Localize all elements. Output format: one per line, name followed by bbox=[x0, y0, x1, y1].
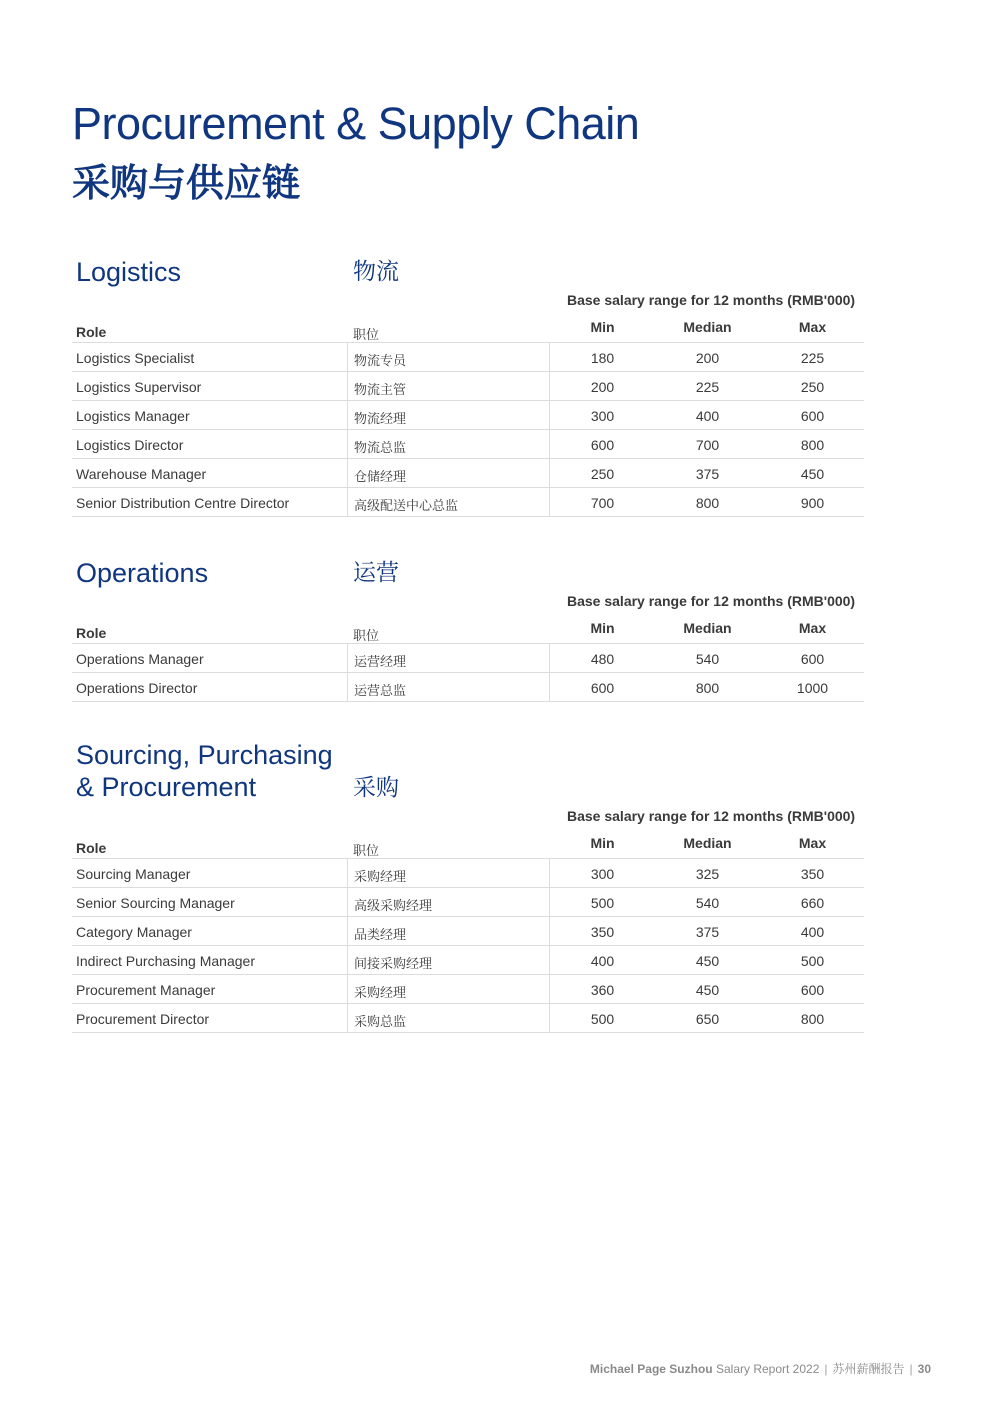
salary-max: 500 bbox=[800, 953, 825, 969]
role-name: Logistics Director bbox=[76, 437, 184, 453]
table-row bbox=[72, 673, 864, 702]
salary-max: 900 bbox=[800, 495, 825, 511]
role-name: Operations Director bbox=[76, 680, 198, 696]
table-row bbox=[72, 1004, 864, 1033]
table-row bbox=[72, 859, 864, 888]
role-name-chinese: 高级配送中心总监 bbox=[354, 499, 459, 514]
table-row bbox=[72, 917, 864, 946]
role-name: Logistics Supervisor bbox=[76, 379, 202, 395]
table-body bbox=[72, 343, 864, 517]
salary-max: 225 bbox=[800, 350, 825, 366]
header-median: Median bbox=[683, 835, 732, 851]
section-title-chinese: 运营 bbox=[353, 560, 399, 586]
role-name: Sourcing Manager bbox=[76, 866, 191, 882]
page-footer bbox=[590, 1360, 931, 1377]
header-role-chinese: 职位 bbox=[353, 629, 380, 644]
salary-median: 200 bbox=[695, 350, 720, 366]
salary-max: 600 bbox=[800, 408, 825, 424]
role-name-chinese: 采购经理 bbox=[354, 986, 407, 1001]
table-header bbox=[72, 613, 864, 644]
salary-median: 800 bbox=[695, 680, 720, 696]
header-role: Role bbox=[76, 625, 107, 641]
salary-median: 325 bbox=[695, 866, 720, 882]
role-cn-cell bbox=[347, 1004, 550, 1032]
salary-max: 800 bbox=[800, 1011, 825, 1027]
role-name: Procurement Manager bbox=[76, 982, 216, 998]
salary-min: 350 bbox=[590, 924, 615, 940]
salary-median: 540 bbox=[695, 895, 720, 911]
footer-separator: | bbox=[909, 1362, 913, 1376]
footer-brand: Michael Page Suzhou bbox=[589, 1362, 713, 1376]
role-cn-cell bbox=[347, 917, 550, 945]
header-role-chinese: 职位 bbox=[353, 328, 380, 343]
salary-median: 400 bbox=[695, 408, 720, 424]
table-row bbox=[72, 401, 864, 430]
footer-separator: | bbox=[824, 1362, 828, 1376]
role-cn-cell bbox=[347, 372, 550, 400]
salary-max: 350 bbox=[800, 866, 825, 882]
table-row bbox=[72, 888, 864, 917]
table-row bbox=[72, 372, 864, 401]
table-row bbox=[72, 343, 864, 372]
salary-max: 250 bbox=[800, 379, 825, 395]
salary-min: 180 bbox=[590, 350, 615, 366]
role-name-chinese: 物流主管 bbox=[354, 383, 407, 398]
header-median: Median bbox=[683, 620, 732, 636]
role-name: Warehouse Manager bbox=[76, 466, 207, 482]
salary-median: 375 bbox=[695, 924, 720, 940]
role-name: Logistics Manager bbox=[76, 408, 190, 424]
header-role-chinese: 职位 bbox=[353, 844, 380, 859]
role-name-chinese: 采购总监 bbox=[354, 1015, 407, 1030]
section-title-line-2: & Procurement bbox=[76, 772, 257, 802]
role-cn-cell bbox=[347, 644, 550, 672]
table-row bbox=[72, 644, 864, 673]
role-cn-cell bbox=[347, 459, 550, 487]
role-name-chinese: 仓储经理 bbox=[354, 470, 407, 485]
section-title: Operations bbox=[76, 558, 209, 588]
role-name-chinese: 品类经理 bbox=[354, 928, 407, 943]
role-name-chinese: 物流经理 bbox=[354, 412, 407, 427]
role-cn-cell bbox=[347, 859, 550, 887]
role-cn-cell bbox=[347, 946, 550, 974]
page-title-chinese: 采购与供应链 bbox=[72, 161, 301, 205]
role-cn-cell bbox=[347, 975, 550, 1003]
salary-max: 600 bbox=[800, 982, 825, 998]
salary-range-label: Base salary range for 12 months (RMB'000) bbox=[567, 593, 856, 609]
role-cn-cell bbox=[347, 888, 550, 916]
salary-median: 650 bbox=[695, 1011, 720, 1027]
role-name: Logistics Specialist bbox=[76, 350, 195, 366]
salary-range-label: Base salary range for 12 months (RMB'000) bbox=[567, 292, 856, 308]
role-name-chinese: 间接采购经理 bbox=[354, 957, 433, 972]
role-name: Senior Distribution Centre Director bbox=[76, 495, 290, 511]
salary-max: 600 bbox=[800, 651, 825, 667]
role-name-chinese: 物流专员 bbox=[354, 354, 407, 369]
salary-min: 400 bbox=[590, 953, 615, 969]
section-title: Logistics bbox=[76, 257, 182, 287]
table-row bbox=[72, 975, 864, 1004]
table-row bbox=[72, 459, 864, 488]
salary-min: 300 bbox=[590, 866, 615, 882]
header-max: Max bbox=[798, 835, 827, 851]
salary-median: 375 bbox=[695, 466, 720, 482]
salary-min: 360 bbox=[590, 982, 615, 998]
role-name: Category Manager bbox=[76, 924, 192, 940]
section-title-line-1: Sourcing, Purchasing bbox=[76, 740, 333, 770]
role-name-chinese: 物流总监 bbox=[354, 441, 407, 456]
header-min: Min bbox=[590, 319, 615, 335]
header-max: Max bbox=[798, 620, 827, 636]
salary-min: 500 bbox=[590, 895, 615, 911]
salary-max: 450 bbox=[800, 466, 825, 482]
salary-median: 700 bbox=[695, 437, 720, 453]
salary-min: 700 bbox=[590, 495, 615, 511]
header-median: Median bbox=[683, 319, 732, 335]
role-cn-cell bbox=[347, 488, 550, 516]
salary-max: 1000 bbox=[796, 680, 829, 696]
page-title: Procurement & Supply Chain bbox=[72, 98, 640, 149]
salary-max: 800 bbox=[800, 437, 825, 453]
salary-min: 200 bbox=[590, 379, 615, 395]
footer-report-title-chinese: 苏州薪酬报告 bbox=[832, 1362, 905, 1376]
table-body bbox=[72, 859, 864, 1033]
role-cn-cell bbox=[347, 673, 550, 701]
section-title bbox=[76, 739, 333, 803]
role-name-chinese: 采购经理 bbox=[354, 870, 407, 885]
salary-min: 480 bbox=[590, 651, 615, 667]
salary-min: 300 bbox=[590, 408, 615, 424]
header-min: Min bbox=[590, 620, 615, 636]
role-name: Operations Manager bbox=[76, 651, 204, 667]
salary-median: 225 bbox=[695, 379, 720, 395]
salary-min: 600 bbox=[590, 437, 615, 453]
role-name: Indirect Purchasing Manager bbox=[76, 953, 255, 969]
header-min: Min bbox=[590, 835, 615, 851]
role-cn-cell bbox=[347, 401, 550, 429]
table-row bbox=[72, 488, 864, 517]
salary-min: 250 bbox=[590, 466, 615, 482]
table-body bbox=[72, 644, 864, 702]
salary-max: 660 bbox=[800, 895, 825, 911]
role-name-chinese: 运营总监 bbox=[354, 684, 407, 699]
header-role: Role bbox=[76, 324, 107, 340]
salary-min: 600 bbox=[590, 680, 615, 696]
salary-max: 400 bbox=[800, 924, 825, 940]
salary-median: 450 bbox=[695, 982, 720, 998]
role-name-chinese: 运营经理 bbox=[354, 655, 407, 670]
section-title-chinese: 物流 bbox=[353, 259, 399, 285]
role-name: Senior Sourcing Manager bbox=[76, 895, 235, 911]
table-row bbox=[72, 430, 864, 459]
role-name: Procurement Director bbox=[76, 1011, 210, 1027]
table-header bbox=[72, 828, 864, 859]
section-title-chinese: 采购 bbox=[353, 775, 399, 801]
salary-median: 450 bbox=[695, 953, 720, 969]
salary-range-label: Base salary range for 12 months (RMB'000) bbox=[567, 808, 856, 824]
footer-report-title: Salary Report 2022 bbox=[715, 1362, 820, 1376]
table-row bbox=[72, 946, 864, 975]
salary-min: 500 bbox=[590, 1011, 615, 1027]
salary-median: 540 bbox=[695, 651, 720, 667]
salary-median: 800 bbox=[695, 495, 720, 511]
role-cn-cell bbox=[347, 343, 550, 371]
page-number: 30 bbox=[917, 1362, 931, 1376]
table-header bbox=[72, 312, 864, 343]
role-name-chinese: 高级采购经理 bbox=[354, 899, 433, 914]
header-role: Role bbox=[76, 840, 107, 856]
header-max: Max bbox=[798, 319, 827, 335]
role-cn-cell bbox=[347, 430, 550, 458]
